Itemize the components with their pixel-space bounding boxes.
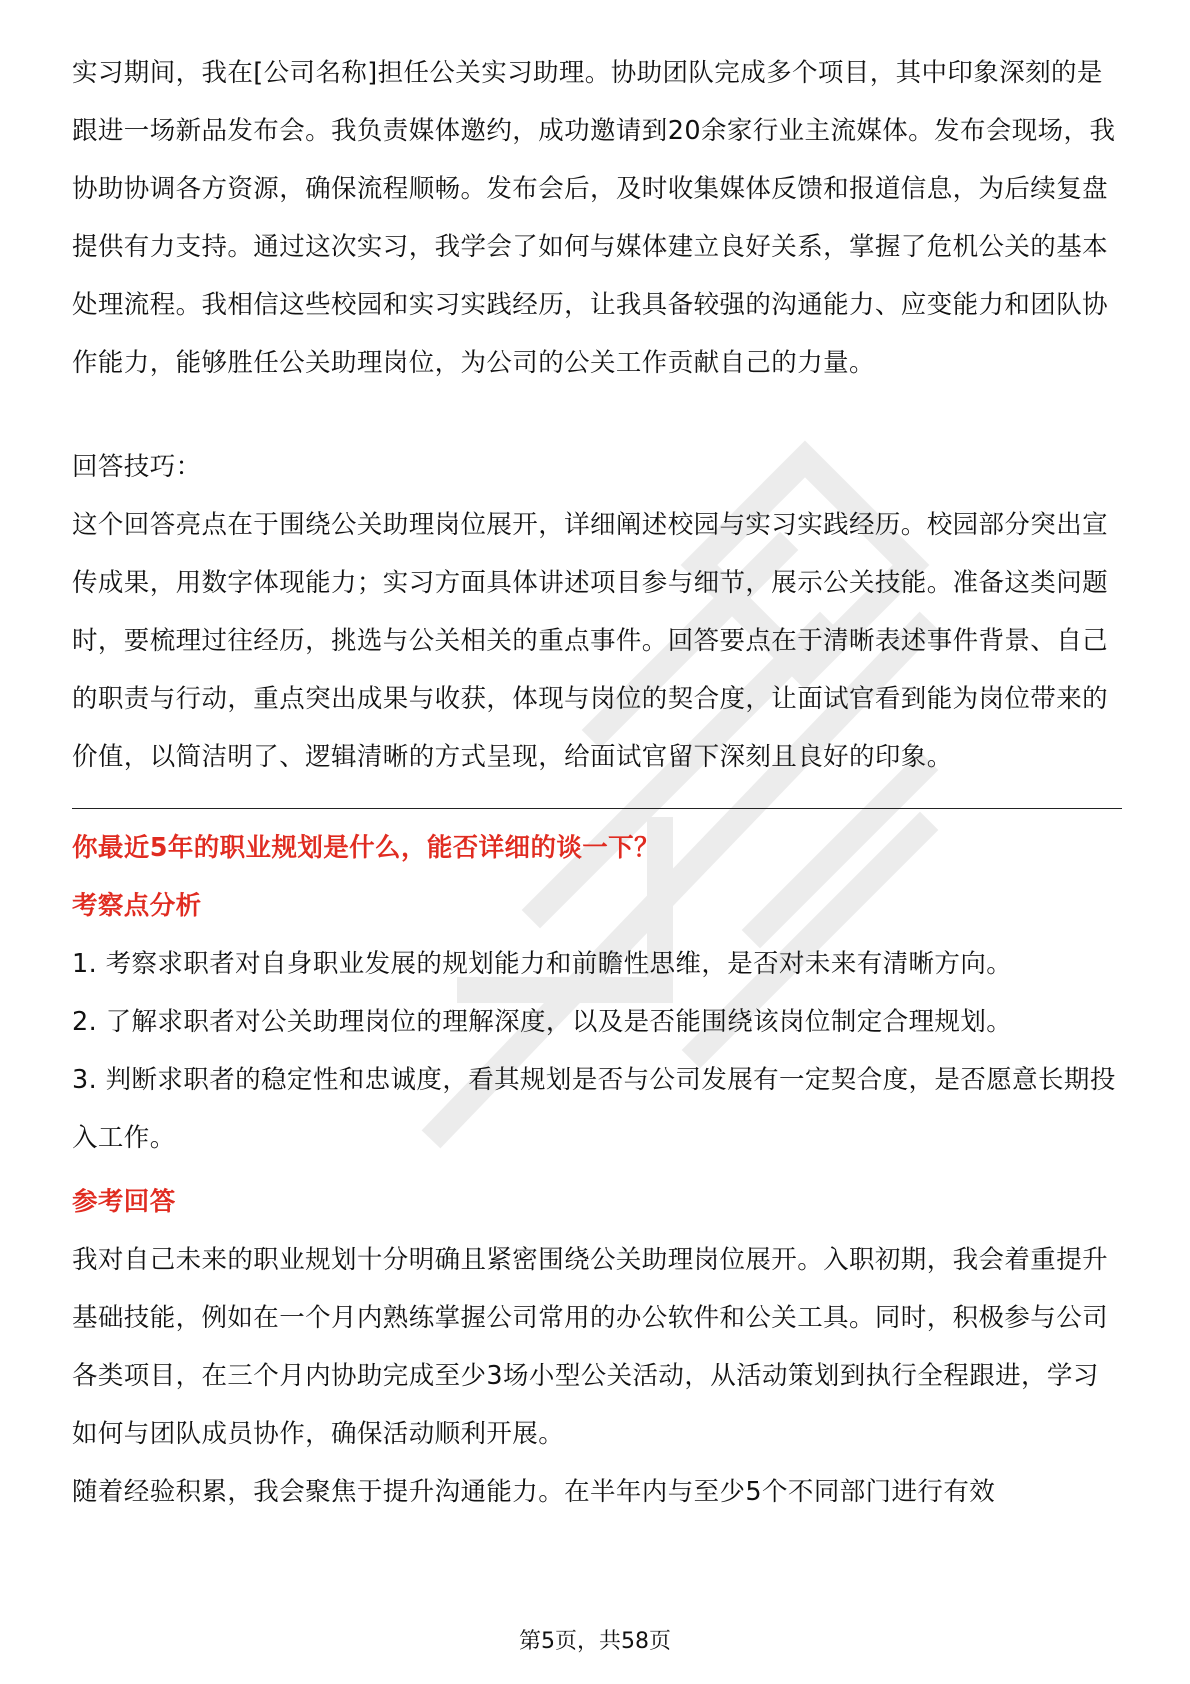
tips-body: 这个回答亮点在于围绕公关助理岗位展开，详细阐述校园与实习实践经历。校园部分突出宣传成果，用数字体现能力；实习方面具体讲述项目参与细节，展示公关技能。准备这类问题时，要梳理过往经历，挑选与公关相关的重点事件。回答要点在于清晰表述事件背景、自己的职责与行动，重点突出成果与收获，体现与岗位的契合度，让面试官看到能为岗位带来的价值，以简洁明了、逻辑清晰的方式呈现，给面试官留下深刻且良好的印象。 [72,510,1109,772]
spacer [72,392,1122,438]
analysis-title: 考察点分析 [72,891,202,921]
intro-paragraph: 实习期间，我在[公司名称]担任公关实习助理。协助团队完成多个项目，其中印象深刻的是跟进一场新品发布会。我负责媒体邀约，成功邀请到20余家行业主流媒体。发布会现场，我协助协调各方资源，确保流程顺畅。发布会后，及时收集媒体反馈和报道信息，为后续复盘提供有力支持。通过这次实习，我学会了如何与媒体建立良好关系，掌握了危机公关的基本处理流程。我相信这些校园和实习实践经历，让我具备较强的沟通能力、应变能力和团队协作能力，能够胜任公关助理岗位，为公司的公关工作贡献自己的力量。 [72,58,1116,378]
reference-paragraph: 随着经验积累，我会聚焦于提升沟通能力。在半年内与至少5个不同部门进行有效 [72,1477,996,1507]
reference-title: 参考回答 [72,1187,176,1217]
question-heading: 你最近5年的职业规划是什么，能否详细的谈一下？ [72,833,660,863]
reference-paragraph: 我对自己未来的职业规划十分明确且紧密围绕公关助理岗位展开。入职初期，我会着重提升基础技能，例如在一个月内熟练掌握公司常用的办公软件和公关工具。同时，积极参与公司各类项目，在三个月内协助完成至少3场小型公关活动，从活动策划到执行全程跟进，学习如何与团队成员协作，确保活动顺利开展。 [72,1245,1109,1449]
analysis-point: 2. 了解求职者对公关助理岗位的理解深度，以及是否能围绕该岗位制定合理规划。 [72,1007,1013,1037]
analysis-point: 1. 考察求职者对自身职业发展的规划能力和前瞻性思维，是否对未来有清晰方向。 [72,949,1013,979]
analysis-point: 3. 判断求职者的稳定性和忠诚度，看其规划是否与公司发展有一定契合度，是否愿意长期投入工作。 [72,1065,1116,1153]
tips-title: 回答技巧： [72,452,202,482]
section-divider [72,808,1122,809]
content-area [72,44,1122,1521]
page-footer: 第5页，共58页 [519,1629,671,1654]
